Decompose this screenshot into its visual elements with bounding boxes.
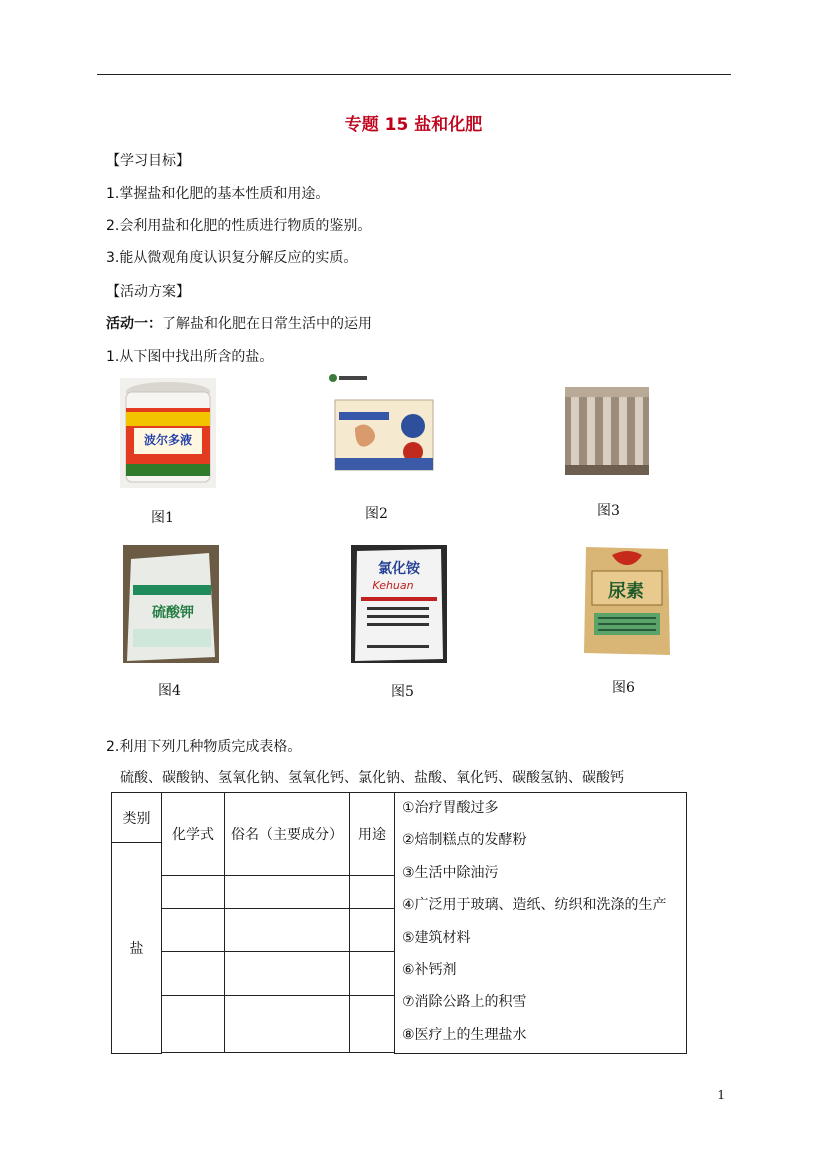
figure-6-label: 尿素: [608, 581, 644, 602]
page-number: 1: [717, 1088, 725, 1102]
question-2: 2.利用下列几种物质完成表格。: [106, 739, 302, 755]
figure-4-label: 硫酸钾: [152, 605, 194, 621]
figure-5-label2: Kehuan: [372, 579, 414, 592]
uses-list: [395, 793, 687, 1054]
section-plan-heading: 【活动方案】: [106, 284, 190, 300]
figure-3-image: [565, 387, 649, 475]
figure-6-image: [582, 543, 672, 659]
figure-5-label: 氯化铵: [378, 561, 420, 577]
use-item: ③生活中除油污: [402, 864, 499, 881]
table-cell: [225, 909, 350, 952]
figure-2-image: [325, 372, 435, 472]
table-cell: [225, 952, 350, 996]
figure-6-caption: 图6: [612, 680, 635, 696]
figure-1-caption: 图1: [151, 510, 174, 526]
figure-1-image: [120, 378, 216, 488]
figure-3-caption: 图3: [597, 503, 620, 519]
use-item: ⑤建筑材料: [402, 929, 471, 946]
activity-title: 活动一：: [106, 316, 162, 332]
use-item: ⑧医疗上的生理盐水: [402, 1026, 527, 1043]
goal-1: 1.掌握盐和化肥的基本性质和用途。: [106, 186, 330, 202]
goal-3: 3.能从微观角度认识复分解反应的实质。: [106, 250, 358, 266]
use-item: ②焙制糕点的发酵粉: [402, 832, 527, 849]
salt-table: [111, 792, 687, 1054]
figure-1-label: 波尔多液: [143, 433, 193, 447]
table-cell: [225, 996, 350, 1053]
use-item: ④广泛用于玻璃、造纸、纺织和洗涤的生产: [402, 897, 667, 914]
figure-5-image: [351, 545, 447, 663]
header-rule: [97, 74, 731, 75]
table-cell: [350, 952, 395, 996]
table-cell: [162, 996, 225, 1053]
table-cell: [350, 909, 395, 952]
use-item: ①治疗胃酸过多: [402, 800, 499, 816]
header-use: 用途: [350, 793, 395, 876]
goal-2: 2.会利用盐和化肥的性质进行物质的鉴别。: [106, 218, 372, 234]
figure-2-caption: 图2: [365, 506, 388, 522]
section-goals-heading: 【学习目标】: [106, 153, 190, 169]
activity-heading: [106, 313, 372, 333]
header-common-name: 俗名（主要成分）: [225, 793, 350, 876]
figure-4-image: [123, 545, 219, 663]
table-cell: [162, 876, 225, 909]
use-item: ⑦消除公路上的积雪: [402, 994, 527, 1011]
header-formula: 化学式: [162, 793, 225, 876]
table-cell: [350, 876, 395, 909]
question-1: 1.从下图中找出所含的盐。: [106, 349, 274, 365]
substance-list: 硫酸、碳酸钠、氢氧化钠、氢氧化钙、氯化钠、盐酸、氧化钙、碳酸氢钠、碳酸钙: [120, 770, 624, 786]
row-salt-label: 盐: [112, 843, 162, 1054]
activity-text: 了解盐和化肥在日常生活中的运用: [162, 316, 372, 332]
header-category: 类别: [112, 793, 162, 843]
table-cell: [225, 876, 350, 909]
figure-4-caption: 图4: [158, 683, 181, 699]
table-cell: [350, 996, 395, 1053]
page-title: 专题 15 盐和化肥: [344, 115, 483, 135]
table-cell: [162, 952, 225, 996]
table-cell: [162, 909, 225, 952]
use-item: ⑥补钙剂: [402, 961, 457, 978]
figure-5-caption: 图5: [391, 684, 414, 700]
